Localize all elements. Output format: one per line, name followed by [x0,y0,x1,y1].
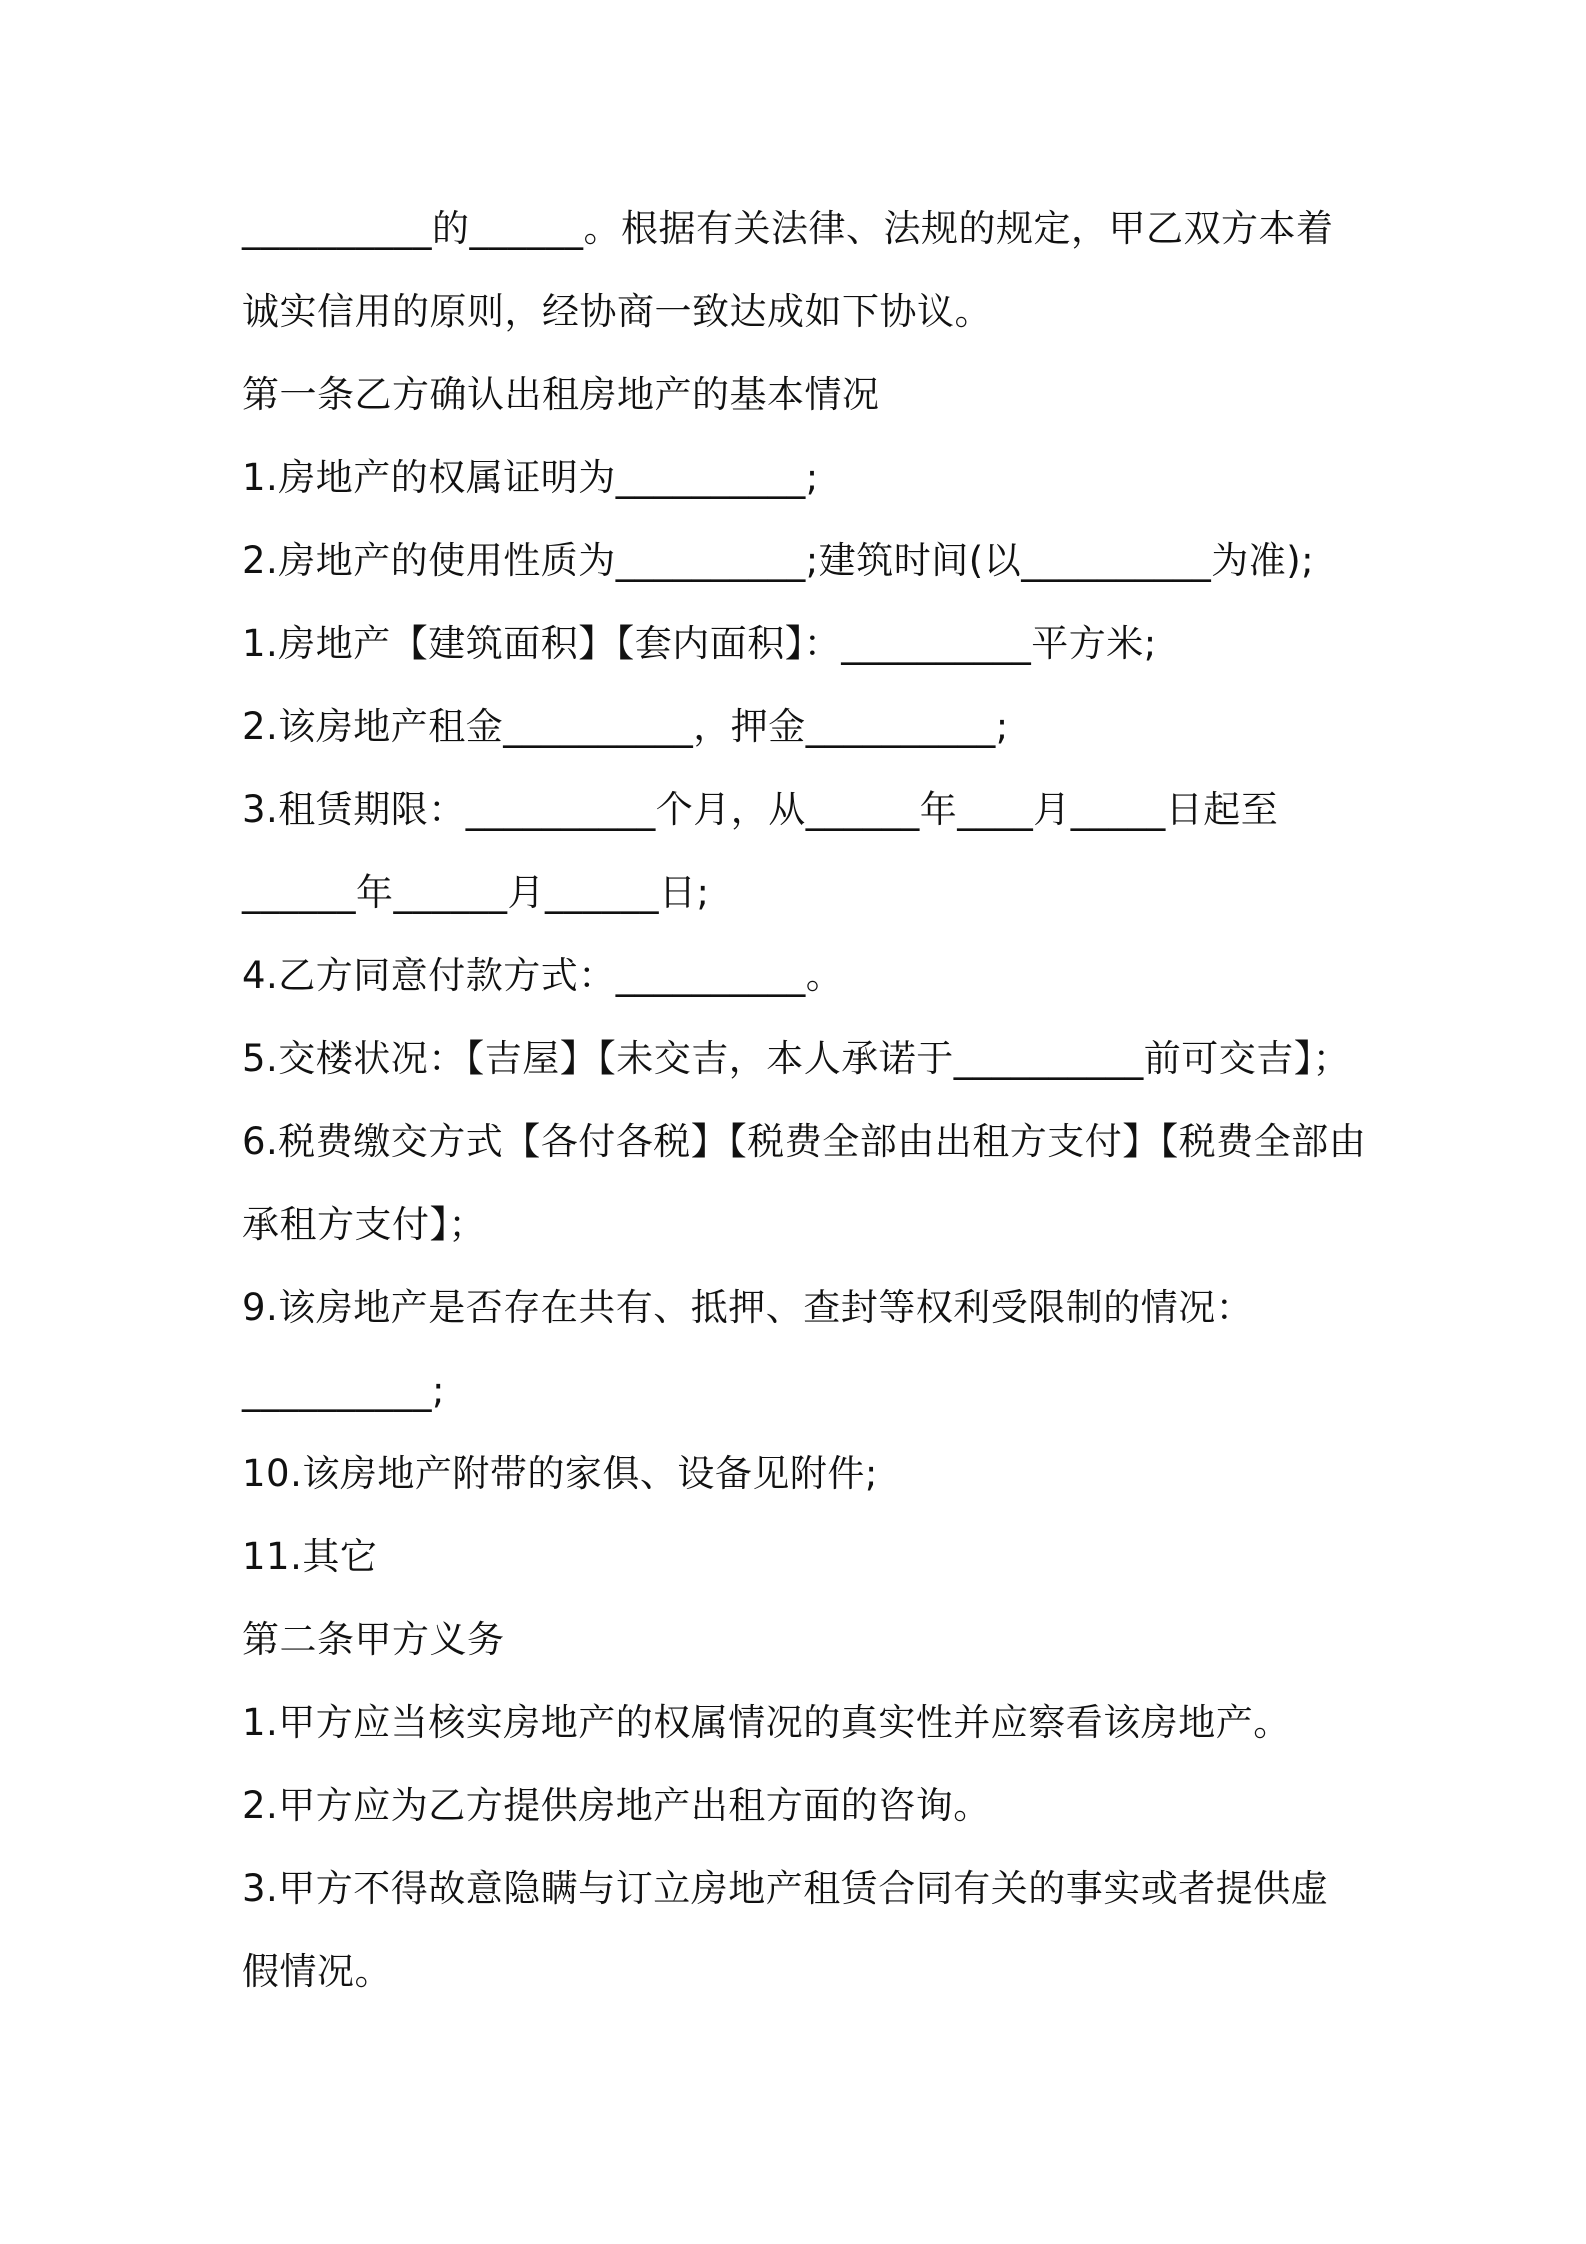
text-line: 2.甲方应为乙方提供房地产出租方面的咨询。 [242,1784,991,1827]
text-line: 2.该房地产租金__________，押金__________; [242,705,1009,748]
text-line: __________; [242,1369,445,1412]
text-line: 1.甲方应当核实房地产的权属情况的真实性并应察看该房地产。 [242,1701,1291,1744]
text-line: 1.房地产【建筑面积】【套内面积】：__________平方米; [242,622,1157,665]
section-heading: 第一条乙方确认出租房地产的基本情况 [242,373,880,416]
section-heading: 第二条甲方义务 [242,1618,505,1661]
text-line: 9.该房地产是否存在共有、抵押、查封等权利受限制的情况： [242,1286,1254,1329]
text-line: 5.交楼状况：【吉屋】【未交吉，本人承诺于__________前可交吉】； [242,1037,1351,1080]
text-line: 3.甲方不得故意隐瞒与订立房地产租赁合同有关的事实或者提供虚 [242,1867,1329,1910]
text-line: 假情况。 [242,1950,392,1993]
text-line: 诚实信用的原则，经协商一致达成如下协议。 [242,290,992,333]
text-line: 承租方支付】； [242,1203,486,1246]
text-line: 2.房地产的使用性质为__________;建筑时间(以__________为准); [242,539,1315,582]
text-line: __________的______。根据有关法律、法规的规定，甲乙双方本着 [242,207,1334,250]
text-line: 1.房地产的权属证明为__________; [242,456,819,499]
text-line: 4.乙方同意付款方式：__________。 [242,954,844,997]
text-line: 11.其它 [242,1535,378,1578]
text-line: 10.该房地产附带的家俱、设备见附件; [242,1452,878,1495]
text-line: 3.租赁期限：__________个月，从______年____月_____日起至 [242,788,1279,831]
text-line: ______年______月______日; [242,871,710,914]
text-line: 6.税费缴交方式【各付各税】【税费全部由出租方支付】【税费全部由 [242,1120,1367,1163]
